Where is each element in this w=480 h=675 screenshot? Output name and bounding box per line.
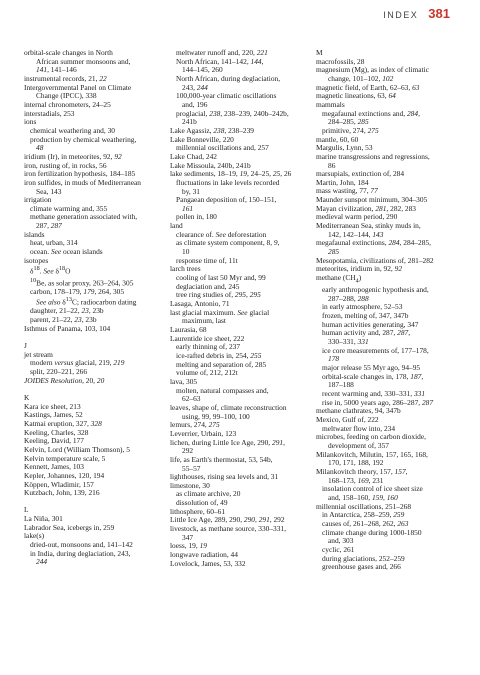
index-letter-heading: L xyxy=(24,505,29,515)
index-entry: Keeling, David, 177 xyxy=(24,436,84,446)
index-entry: dissolution of, 49 xyxy=(176,498,228,508)
index-entry: Laurasia, 68 xyxy=(170,325,207,334)
index-entry: Kastings, James, 52 xyxy=(24,410,83,420)
index-entry: 10 xyxy=(182,247,190,257)
index-entry: meteorites, iridium in, 92, 92 xyxy=(316,264,403,274)
index-entry: 330–331, 331 xyxy=(328,337,369,347)
index-letter-heading: K xyxy=(24,392,30,402)
index-entry: Kelvin, Lord (William Thomson), 5 xyxy=(24,444,130,454)
index-entry: greenhouse gases and, 266 xyxy=(322,562,401,572)
page-number: 381 xyxy=(428,6,450,21)
index-entry: magnesium (Mg), as index of climatic xyxy=(316,65,429,75)
index-entry: lake(s) xyxy=(24,531,45,541)
index-entry: Lake Chad, 242 xyxy=(170,151,217,161)
index-entry: Keeling, Charles, 328 xyxy=(24,427,89,437)
index-entry: Lake Agassiz, 238, 238–239 xyxy=(170,125,254,135)
index-entry: Labrador Sea, icebergs in, 259 xyxy=(24,522,115,532)
index-entry: Mesopotamia, civilizations of, 281–282 xyxy=(316,255,434,265)
index-entry: 285 xyxy=(328,247,340,257)
index-entry: Lake Missoula, 240b, 241b xyxy=(170,160,251,170)
index-entry: Kutzbach, John, 139, 216 xyxy=(24,488,100,498)
index-entry: ions xyxy=(24,117,37,127)
running-header xyxy=(383,6,450,21)
index-entry: lithosphere, 60–61 xyxy=(170,506,226,516)
index-entry: microbes, feeding on carbon dioxide, xyxy=(316,432,427,442)
index-entry: tree ring studies of, 295, 295 xyxy=(176,290,261,300)
index-entry: marine transgressions and regressions, xyxy=(316,151,430,161)
index-entry: Mexico, Gulf of, 222 xyxy=(316,415,379,425)
index-entry: JOIDES Resolution, 20, 20 xyxy=(24,375,105,385)
index-entry: parent, 21–22, 23, 23b xyxy=(30,315,97,325)
index-entry: early thinning of, 237 xyxy=(176,342,241,352)
index-entry: early anthropogenic hypothesis and, xyxy=(322,285,429,295)
index-entry: Lake Bonneville, 220 xyxy=(170,134,234,144)
index-entry: Intergovernmental Panel on Climate xyxy=(24,82,132,92)
index-entry: Isthmus of Panama, 103, 104 xyxy=(24,323,111,333)
index-entry: 142, 142–144, 143 xyxy=(328,229,384,239)
index-entry: molten, natural compasses and, xyxy=(176,385,269,395)
index-entry: jet stream xyxy=(24,349,53,359)
index-entry: methane clathrates, 94, 347b xyxy=(316,406,401,416)
index-entry: irrigation xyxy=(24,195,52,205)
index-entry: mass wasting, 77, 77 xyxy=(316,186,378,196)
index-entry: megafaunal extinctions, 284, 284–285, xyxy=(316,238,431,248)
index-entry: orbital-scale changes in North xyxy=(24,48,113,57)
index-spacer xyxy=(24,498,156,507)
index-entry: during glaciations, 252–259 xyxy=(322,553,405,563)
index-entry: Change (IPCC), 338 xyxy=(36,91,97,101)
index-entry: in Antarctica, 258–259, 259 xyxy=(322,510,405,520)
running-header-label: INDEX xyxy=(383,10,419,20)
index-entry: ice-rafted debris in, 254, 255 xyxy=(176,350,262,360)
index-entry: Lasaga, Antonio, 71 xyxy=(170,299,230,309)
index-entry: and, 158–160, 159, 160 xyxy=(328,492,398,502)
index-entry: Milankovitch theory, 157, 157, xyxy=(316,466,408,476)
index-entry: climate change during 1000-1850 xyxy=(322,527,422,537)
index-entry: loess, 19, 19 xyxy=(170,541,207,551)
index-entry: Kennett, James, 103 xyxy=(24,462,84,472)
index-entry: 292 xyxy=(182,446,194,456)
index-entry: land xyxy=(170,221,183,231)
index-entry: 347 xyxy=(182,532,194,542)
index-entry: livestock, as methane source, 330–331, xyxy=(170,524,286,534)
index-entry: carbon, 178–179, 179, 264, 305 xyxy=(30,286,125,296)
index-entry: iron fertilization hypothesis, 184–185 xyxy=(24,169,136,179)
index-entry: 287, 287 xyxy=(36,221,62,231)
index-entry: islands xyxy=(24,229,45,239)
index-entry: human activities generating, 347 xyxy=(322,319,419,329)
index-entry: last glacial maximum. See glacial xyxy=(170,307,270,317)
index-entry: 178 xyxy=(328,354,340,364)
index-entry: life, as Earth's thermostat, 53, 54b, xyxy=(170,454,273,464)
index-entry: 244 xyxy=(36,557,48,567)
index-entry: 48 xyxy=(36,143,44,153)
index-entry: proglacial, 238, 238–239, 240b–242b, xyxy=(176,108,289,118)
index-entry: iridium (Ir), in meteorites, 92, 92 xyxy=(24,151,122,161)
index-entry: $\delta^{18}$. See $\delta^{18}O$ xyxy=(30,266,71,276)
index-entry: millennial oscillations, 251–268 xyxy=(316,501,412,511)
index-entry: Laurentide ice sheet, 222 xyxy=(170,333,245,343)
index-column-1 xyxy=(24,49,156,567)
index-entry: cyclic, 261 xyxy=(322,544,355,554)
index-entry: daughter, 21–22, 23, 23b xyxy=(30,306,104,316)
index-entry: pollen in, 180 xyxy=(176,212,217,222)
index-entry: volume of, 212, 212t xyxy=(176,368,238,378)
index-entry: insolation control of ice sheet size xyxy=(322,484,423,494)
index-entry: lighthouses, rising sea levels and, 31 xyxy=(170,472,279,482)
index-entry: dried-out, monsoons and, 141–142 xyxy=(30,540,133,550)
index-entry: isotopes xyxy=(24,255,49,265)
index-entry: iron, rusting of, in rocks, 56 xyxy=(24,160,107,170)
index-entry: North African, during deglaciation, xyxy=(176,73,281,83)
index-entry: Katmai eruption, 327, 328 xyxy=(24,418,102,428)
index-entry: meltwater flow into, 234 xyxy=(322,423,396,433)
index-entry: magnetic lineations, 63, 64 xyxy=(316,91,396,101)
index-entry: megafaunal extinctions and, 284, xyxy=(322,108,420,118)
index-entry: Mayan civilization, 281, 282, 283 xyxy=(316,203,416,213)
index-entry: Pangaean deposition of, 150–151, xyxy=(176,195,277,205)
index-entry: major release 55 Myr ago, 94–95 xyxy=(322,363,421,373)
index-entry: longwave radiation, 44 xyxy=(170,550,238,560)
index-entry: 86 xyxy=(328,160,336,170)
index-entry: 241b xyxy=(182,117,197,127)
index-entry: ice core measurements of, 177–178, xyxy=(322,345,429,355)
index-entry: meltwater runoff and, 220, 221 xyxy=(176,48,268,57)
index-entry: and, 303 xyxy=(328,536,354,546)
index-entry: African summer monsoons and, xyxy=(36,56,131,66)
index-entry: 141, 141–146 xyxy=(36,65,77,75)
index-entry: macrofossils, 28 xyxy=(316,56,365,66)
index-letter-heading: M xyxy=(316,48,323,57)
index-entry: mammals xyxy=(316,99,345,109)
index-entry: fluctuations in lake levels recorded xyxy=(176,177,280,187)
index-entry: Milankovitch, Milutin, 157, 165, 168, xyxy=(316,449,428,459)
index-entry: Sea, 143 xyxy=(36,186,62,196)
index-entry: chemical weathering and, 30 xyxy=(30,125,115,135)
index-entry: 170, 171, 188, 192 xyxy=(328,458,384,468)
index-letter-heading: J xyxy=(24,341,27,351)
index-entry: larch trees xyxy=(170,264,201,274)
index-entry: in India, during deglaciation, 243, xyxy=(30,548,131,558)
index-entry: in early atmosphere, 52–53 xyxy=(322,302,403,312)
index-entry: iron sulfides, in muds of Mediterranean xyxy=(24,177,141,187)
index-entry: Leverrier, Urbain, 123 xyxy=(170,428,237,438)
index-entry: limestone, 30 xyxy=(170,480,210,490)
index-entry: response time of, 11t xyxy=(176,255,238,265)
index-entry: production by chemical weathering, xyxy=(30,134,137,144)
index-entry: 284–285, 285 xyxy=(328,117,369,127)
index-entry: clearance of. See deforestation xyxy=(176,229,267,239)
index-entry: 187–188 xyxy=(328,380,354,390)
index-entry: marsupials, extinction of, 284 xyxy=(316,169,405,179)
index-entry: lichen, during Little Ice Age, 290, 291, xyxy=(170,437,285,447)
index-entry: as climate archive, 20 xyxy=(176,489,241,499)
index-spacer xyxy=(24,385,156,394)
index-entry: internal chronometers, 24–25 xyxy=(24,99,111,109)
index-entry: Lovelock, James, 53, 332 xyxy=(170,558,246,568)
index-entry: 100,000-year climatic oscillations xyxy=(176,91,277,101)
index-entry: mantle, 60, 60 xyxy=(316,134,359,144)
index-entry: causes of, 261–268, 262, 263 xyxy=(322,518,409,528)
index-entry: primitive, 274, 275 xyxy=(322,125,379,135)
index-entry: lava, 305 xyxy=(170,376,198,386)
index-entry: development of, 357 xyxy=(328,440,389,450)
index-entry: methane generation associated with, xyxy=(30,212,138,222)
index-entry: 144–145, 260 xyxy=(182,65,223,75)
index-entry: lake sediments, 18–19, 19, 24–25, 25, 26 xyxy=(170,169,292,179)
index-entry: change, 101–102, 102 xyxy=(328,73,394,83)
index-entry: rise in, 5000 years ago, 286–287, 287 xyxy=(322,397,434,407)
index-entry: 55–57 xyxy=(182,463,201,473)
index-entry: human activity and, 287, 287, xyxy=(322,328,411,338)
index-entry: Kara ice sheet, 213 xyxy=(24,401,81,411)
index-entry: leaves, shape of, climate reconstruction xyxy=(170,402,287,412)
index-entry: deglaciation and, 245 xyxy=(176,281,240,291)
index-entry: 168–173, 169, 231 xyxy=(328,475,384,485)
index-entry: Köppen, Wladimir, 157 xyxy=(24,479,94,489)
index-entry: maximum, last xyxy=(182,316,226,326)
index-entry: modern versus glacial, 219, 219 xyxy=(30,358,125,368)
index-entry: as climate system component, 8, 9, xyxy=(176,238,280,248)
index-entry: melting and separation of, 285 xyxy=(176,359,267,369)
index-entry: La Niña, 301 xyxy=(24,514,63,524)
index-entry: See also $\delta^{13}C$; radiocarbon dating xyxy=(36,297,137,307)
index-spacer xyxy=(24,333,156,342)
index-entry: Little Ice Age, 289, 290, 290, 291, 292 xyxy=(170,515,285,525)
index-entry: Margulis, Lynn, 53 xyxy=(316,143,373,153)
index-entry: heat, urban, 314 xyxy=(30,238,78,248)
index-column-3 xyxy=(316,49,448,572)
index-entry: cooling of last 50 Myr and, 99 xyxy=(176,273,266,283)
index-entry: millennial oscillations and, 257 xyxy=(176,143,269,153)
index-entry: by, 31 xyxy=(182,186,200,196)
index-column-2 xyxy=(170,49,302,568)
index-entry: 62–63 xyxy=(182,394,201,404)
index-entry: 287–288, 288 xyxy=(328,293,369,303)
index-entry: instrumental records, 21, 22 xyxy=(24,73,107,83)
index-entry: Kepler, Johannes, 120, 194 xyxy=(24,470,105,480)
index-entry: interstadials, 253 xyxy=(24,108,75,118)
index-entry: Martin, John, 184 xyxy=(316,177,369,187)
index-entry: recent warming and, 330–331, 331 xyxy=(322,389,426,399)
index-entry: split, 220–221, 266 xyxy=(30,367,88,376)
index-entry: Kelvin temperature scale, 5 xyxy=(24,453,106,463)
index-entry: $^{10}$Be, as solar proxy, 263–264, 305 xyxy=(30,277,134,287)
index-entry: methane $(CH_4)$ xyxy=(316,273,362,285)
index-entry: 243, 244 xyxy=(182,82,208,92)
index-entry: 161 xyxy=(182,203,194,213)
index-entry: and, 196 xyxy=(182,99,208,109)
index-entry: magnetic field, of Earth, 62–63, 63 xyxy=(316,82,420,92)
index-entry: ocean. See ocean islands xyxy=(30,247,103,257)
index-entry: climate warming and, 355 xyxy=(30,203,108,213)
index-entry: Mediterranean Sea, stinky muds in, xyxy=(316,221,421,231)
index-entry: lemurs, 274, 275 xyxy=(170,420,220,430)
index-entry: medieval warm period, 290 xyxy=(316,212,398,222)
index-entry: Maunder sunspot minimum, 304–305 xyxy=(316,195,428,205)
index-entry: North African, 141–142, 144, xyxy=(176,56,264,66)
index-entry: orbital-scale changes in, 178, 187, xyxy=(322,371,424,381)
index-entry: frozen, melting of, 347, 347b xyxy=(322,311,409,321)
index-entry: using, 99, 99–100, 100 xyxy=(182,411,250,421)
